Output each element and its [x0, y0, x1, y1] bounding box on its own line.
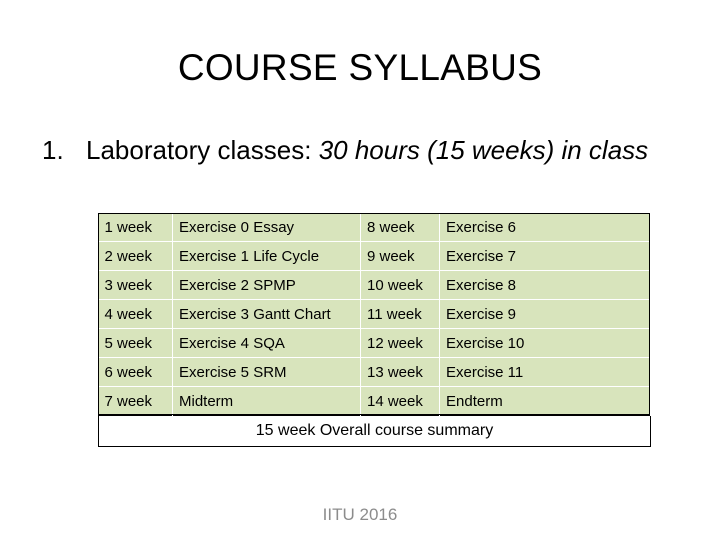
schedule-row [99, 271, 651, 300]
schedule-row [99, 329, 651, 358]
right-week-cell: 12 week [361, 329, 440, 358]
schedule-row [99, 387, 651, 416]
left-exercise-cell: Exercise 4 SQA [173, 329, 361, 358]
left-exercise-cell: Exercise 1 Life Cycle [173, 242, 361, 271]
schedule-row [99, 300, 651, 329]
left-week-cell: 5 week [99, 329, 173, 358]
bullet-text [86, 132, 662, 168]
bullet-item [42, 132, 662, 168]
right-exercise-cell: Exercise 6 [440, 213, 651, 242]
slide-title: COURSE SYLLABUS [177, 47, 543, 88]
right-week-cell: 14 week [361, 387, 440, 416]
right-exercise-cell: Exercise 8 [440, 271, 651, 300]
left-week-cell: 1 week [99, 213, 173, 242]
footer-text: IITU 2016 [322, 505, 398, 524]
left-exercise-cell: Exercise 0 Essay [173, 213, 361, 242]
right-week-cell: 13 week [361, 358, 440, 387]
right-exercise-cell: Exercise 10 [440, 329, 651, 358]
schedule-row [99, 213, 651, 242]
left-exercise-cell: Exercise 5 SRM [173, 358, 361, 387]
right-exercise-cell: Exercise 9 [440, 300, 651, 329]
bullet-emphasis: 30 hours (15 weeks) in class [318, 135, 649, 165]
left-exercise-cell: Exercise 2 SPMP [173, 271, 361, 300]
schedule-table [98, 213, 651, 447]
summary-cell: 15 week Overall course summary [99, 416, 651, 447]
left-week-cell: 2 week [99, 242, 173, 271]
right-exercise-cell: Endterm [440, 387, 651, 416]
schedule-row [99, 358, 651, 387]
right-week-cell: 9 week [361, 242, 440, 271]
left-week-cell: 7 week [99, 387, 173, 416]
schedule-row [99, 242, 651, 271]
bullet-number: 1. [42, 135, 64, 165]
left-exercise-cell: Midterm [173, 387, 361, 416]
right-week-cell: 8 week [361, 213, 440, 242]
left-week-cell: 3 week [99, 271, 173, 300]
bullet-label: Laboratory classes: [86, 135, 312, 165]
left-week-cell: 6 week [99, 358, 173, 387]
right-exercise-cell: Exercise 11 [440, 358, 651, 387]
left-week-cell: 4 week [99, 300, 173, 329]
right-week-cell: 11 week [361, 300, 440, 329]
right-exercise-cell: Exercise 7 [440, 242, 651, 271]
left-exercise-cell: Exercise 3 Gantt Chart [173, 300, 361, 329]
right-week-cell: 10 week [361, 271, 440, 300]
summary-row [99, 416, 651, 447]
